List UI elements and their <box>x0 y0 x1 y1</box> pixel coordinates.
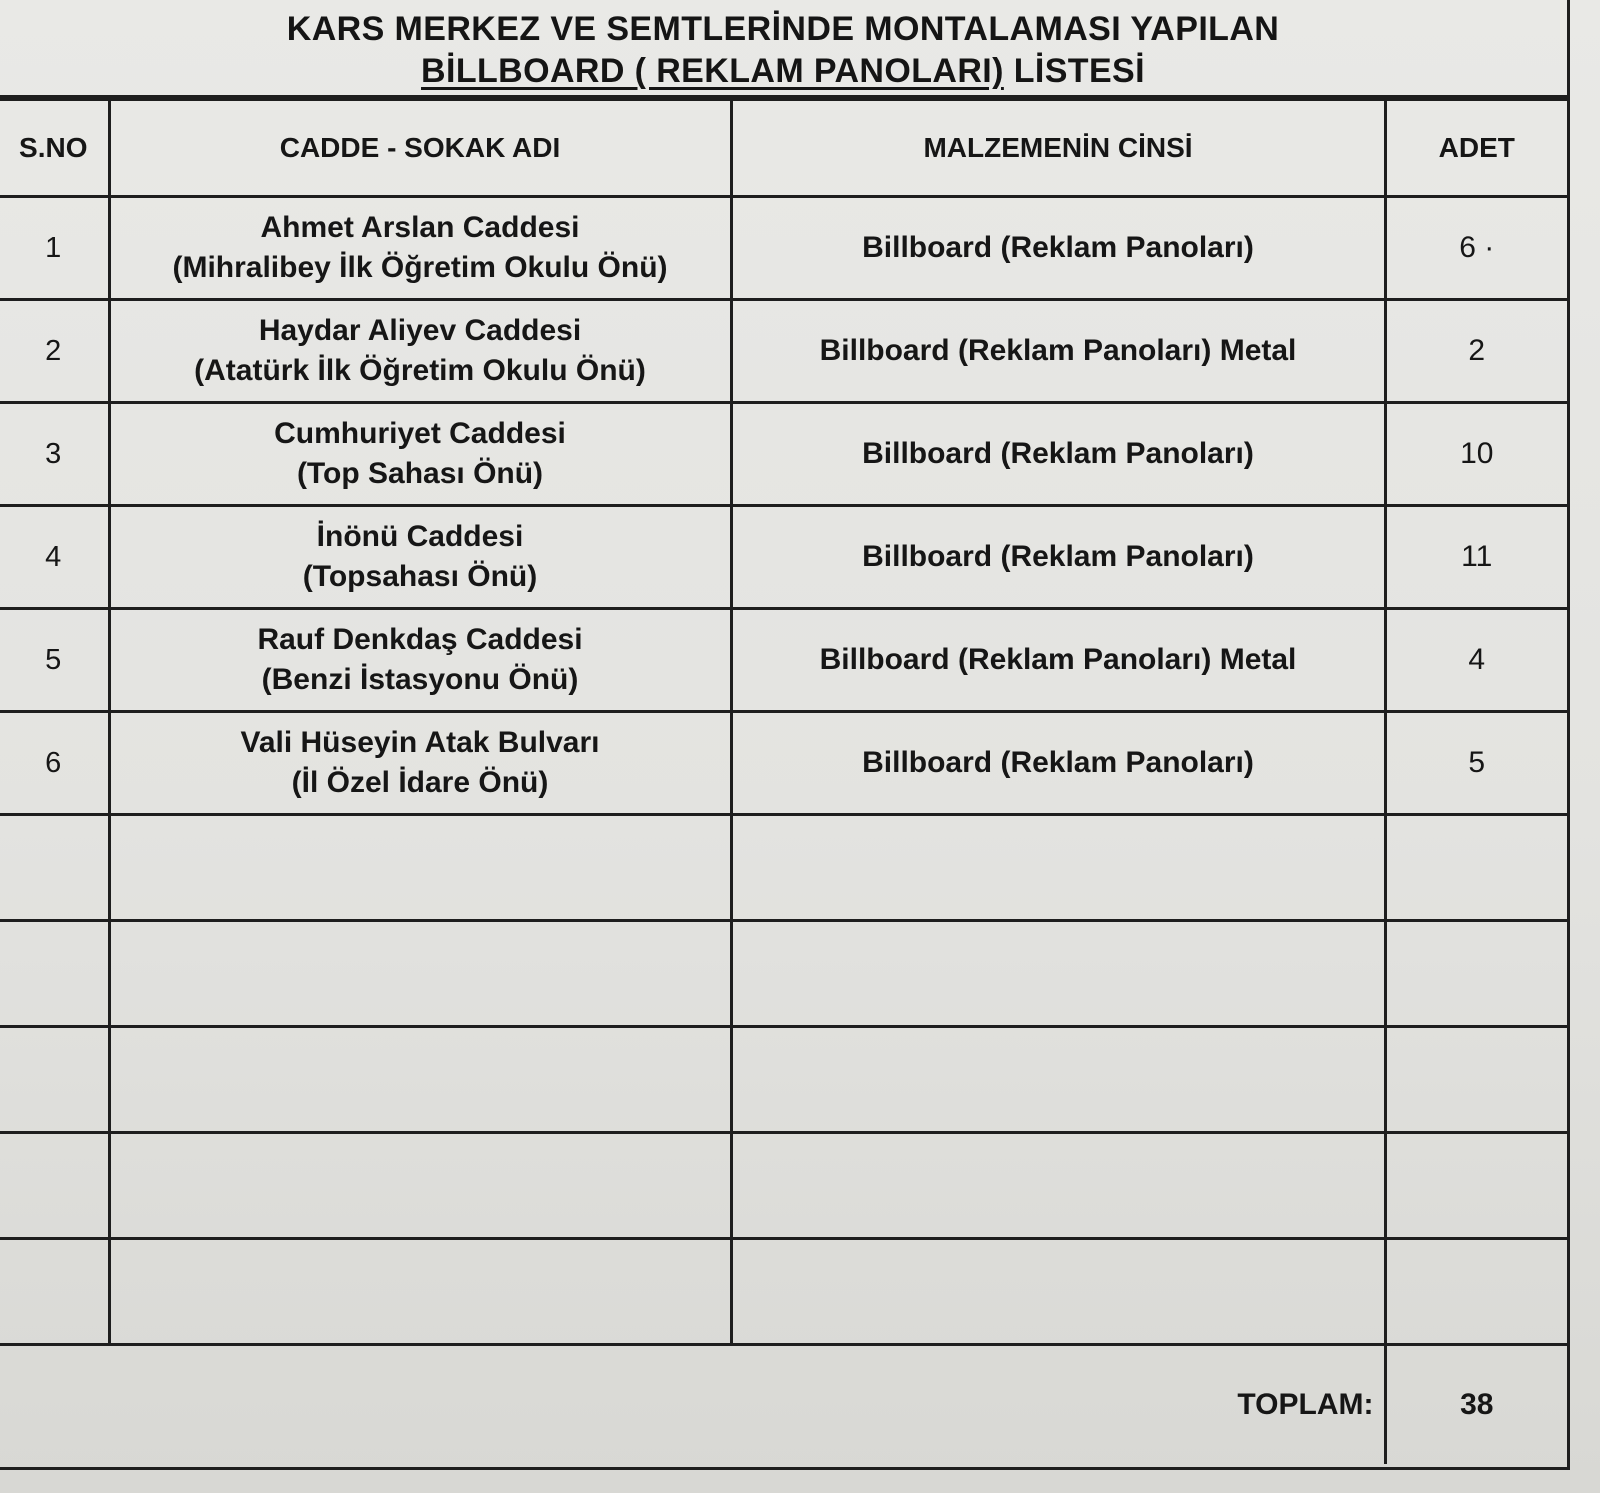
street-name: İnönü Caddesi <box>316 520 524 553</box>
street-location: (Atatürk İlk Öğretim Okulu Önü) <box>194 354 646 387</box>
empty-cell <box>1385 921 1567 1027</box>
total-label: TOPLAM: <box>731 1345 1385 1465</box>
row-qty: 6 · <box>1385 197 1567 300</box>
row-qty: 11 <box>1385 506 1567 609</box>
table-row <box>0 712 1567 815</box>
empty-row <box>0 1133 1567 1239</box>
empty-cell <box>731 1239 1385 1345</box>
empty-cell <box>0 1027 109 1133</box>
empty-row <box>0 921 1567 1027</box>
empty-cell <box>109 1133 731 1239</box>
header-no: S.NO <box>0 100 109 197</box>
empty-cell <box>731 1027 1385 1133</box>
street-name: Rauf Denkdaş Caddesi <box>257 623 583 656</box>
street-location: (Mihralibey İlk Öğretim Okulu Önü) <box>172 251 668 284</box>
empty-cell <box>731 1133 1385 1239</box>
total-blank <box>109 1345 731 1465</box>
row-street <box>109 609 731 712</box>
empty-cell <box>1385 1027 1567 1133</box>
row-street <box>109 506 731 609</box>
empty-cell <box>1385 815 1567 921</box>
row-no: 5 <box>0 609 109 712</box>
row-qty: 5 <box>1385 712 1567 815</box>
empty-cell <box>109 815 731 921</box>
header-street: CADDE - SOKAK ADI <box>109 100 731 197</box>
row-material: Billboard (Reklam Panoları) Metal <box>731 609 1385 712</box>
empty-cell <box>731 921 1385 1027</box>
street-location: (İl Özel İdare Önü) <box>291 766 549 799</box>
street-name: Haydar Aliyev Caddesi <box>258 314 582 347</box>
row-street <box>109 300 731 403</box>
empty-row <box>0 815 1567 921</box>
empty-row <box>0 1239 1567 1345</box>
total-row <box>0 1345 1567 1465</box>
empty-row <box>0 1027 1567 1133</box>
title-underlined-part: BİLLBOARD ( REKLAM PANOLARI) <box>421 52 1004 90</box>
row-street <box>109 403 731 506</box>
street-name: Ahmet Arslan Caddesi <box>260 211 580 244</box>
header-qty: ADET <box>1385 100 1567 197</box>
street-name: Cumhuriyet Caddesi <box>274 417 566 450</box>
street-location: (Topsahası Önü) <box>302 560 538 593</box>
total-blank <box>0 1345 109 1465</box>
street-location: (Top Sahası Önü) <box>296 457 544 490</box>
empty-cell <box>0 815 109 921</box>
row-qty: 10 <box>1385 403 1567 506</box>
row-no: 1 <box>0 197 109 300</box>
row-street <box>109 712 731 815</box>
row-material: Billboard (Reklam Panoları) <box>731 712 1385 815</box>
empty-cell <box>1385 1239 1567 1345</box>
billboard-table <box>0 98 1567 1464</box>
empty-cell <box>731 815 1385 921</box>
empty-cell <box>109 1027 731 1133</box>
empty-cell <box>0 921 109 1027</box>
row-material: Billboard (Reklam Panoları) Metal <box>731 300 1385 403</box>
empty-cell <box>1385 1133 1567 1239</box>
street-location: (Benzi İstasyonu Önü) <box>261 663 579 696</box>
empty-cell <box>0 1133 109 1239</box>
row-material: Billboard (Reklam Panoları) <box>731 506 1385 609</box>
table-row <box>0 300 1567 403</box>
table-row <box>0 197 1567 300</box>
title-rest: LİSTESİ <box>1003 52 1145 90</box>
header-material: MALZEMENİN CİNSİ <box>731 100 1385 197</box>
table-row <box>0 609 1567 712</box>
title-line-2 <box>0 50 1567 92</box>
row-material: Billboard (Reklam Panoları) <box>731 197 1385 300</box>
row-qty: 4 <box>1385 609 1567 712</box>
total-value: 38 <box>1385 1345 1567 1465</box>
row-street <box>109 197 731 300</box>
row-qty: 2 <box>1385 300 1567 403</box>
document-title <box>0 0 1567 98</box>
row-no: 6 <box>0 712 109 815</box>
row-no: 2 <box>0 300 109 403</box>
empty-cell <box>0 1239 109 1345</box>
row-no: 3 <box>0 403 109 506</box>
table-row <box>0 403 1567 506</box>
title-line-1: KARS MERKEZ VE SEMTLERİNDE MONTALAMASI YAPILAN <box>286 10 1280 48</box>
row-no: 4 <box>0 506 109 609</box>
street-name: Vali Hüseyin Atak Bulvarı <box>240 726 600 759</box>
table-header-row <box>0 100 1567 197</box>
row-material: Billboard (Reklam Panoları) <box>731 403 1385 506</box>
empty-cell <box>109 921 731 1027</box>
table-row <box>0 506 1567 609</box>
empty-cell <box>109 1239 731 1345</box>
